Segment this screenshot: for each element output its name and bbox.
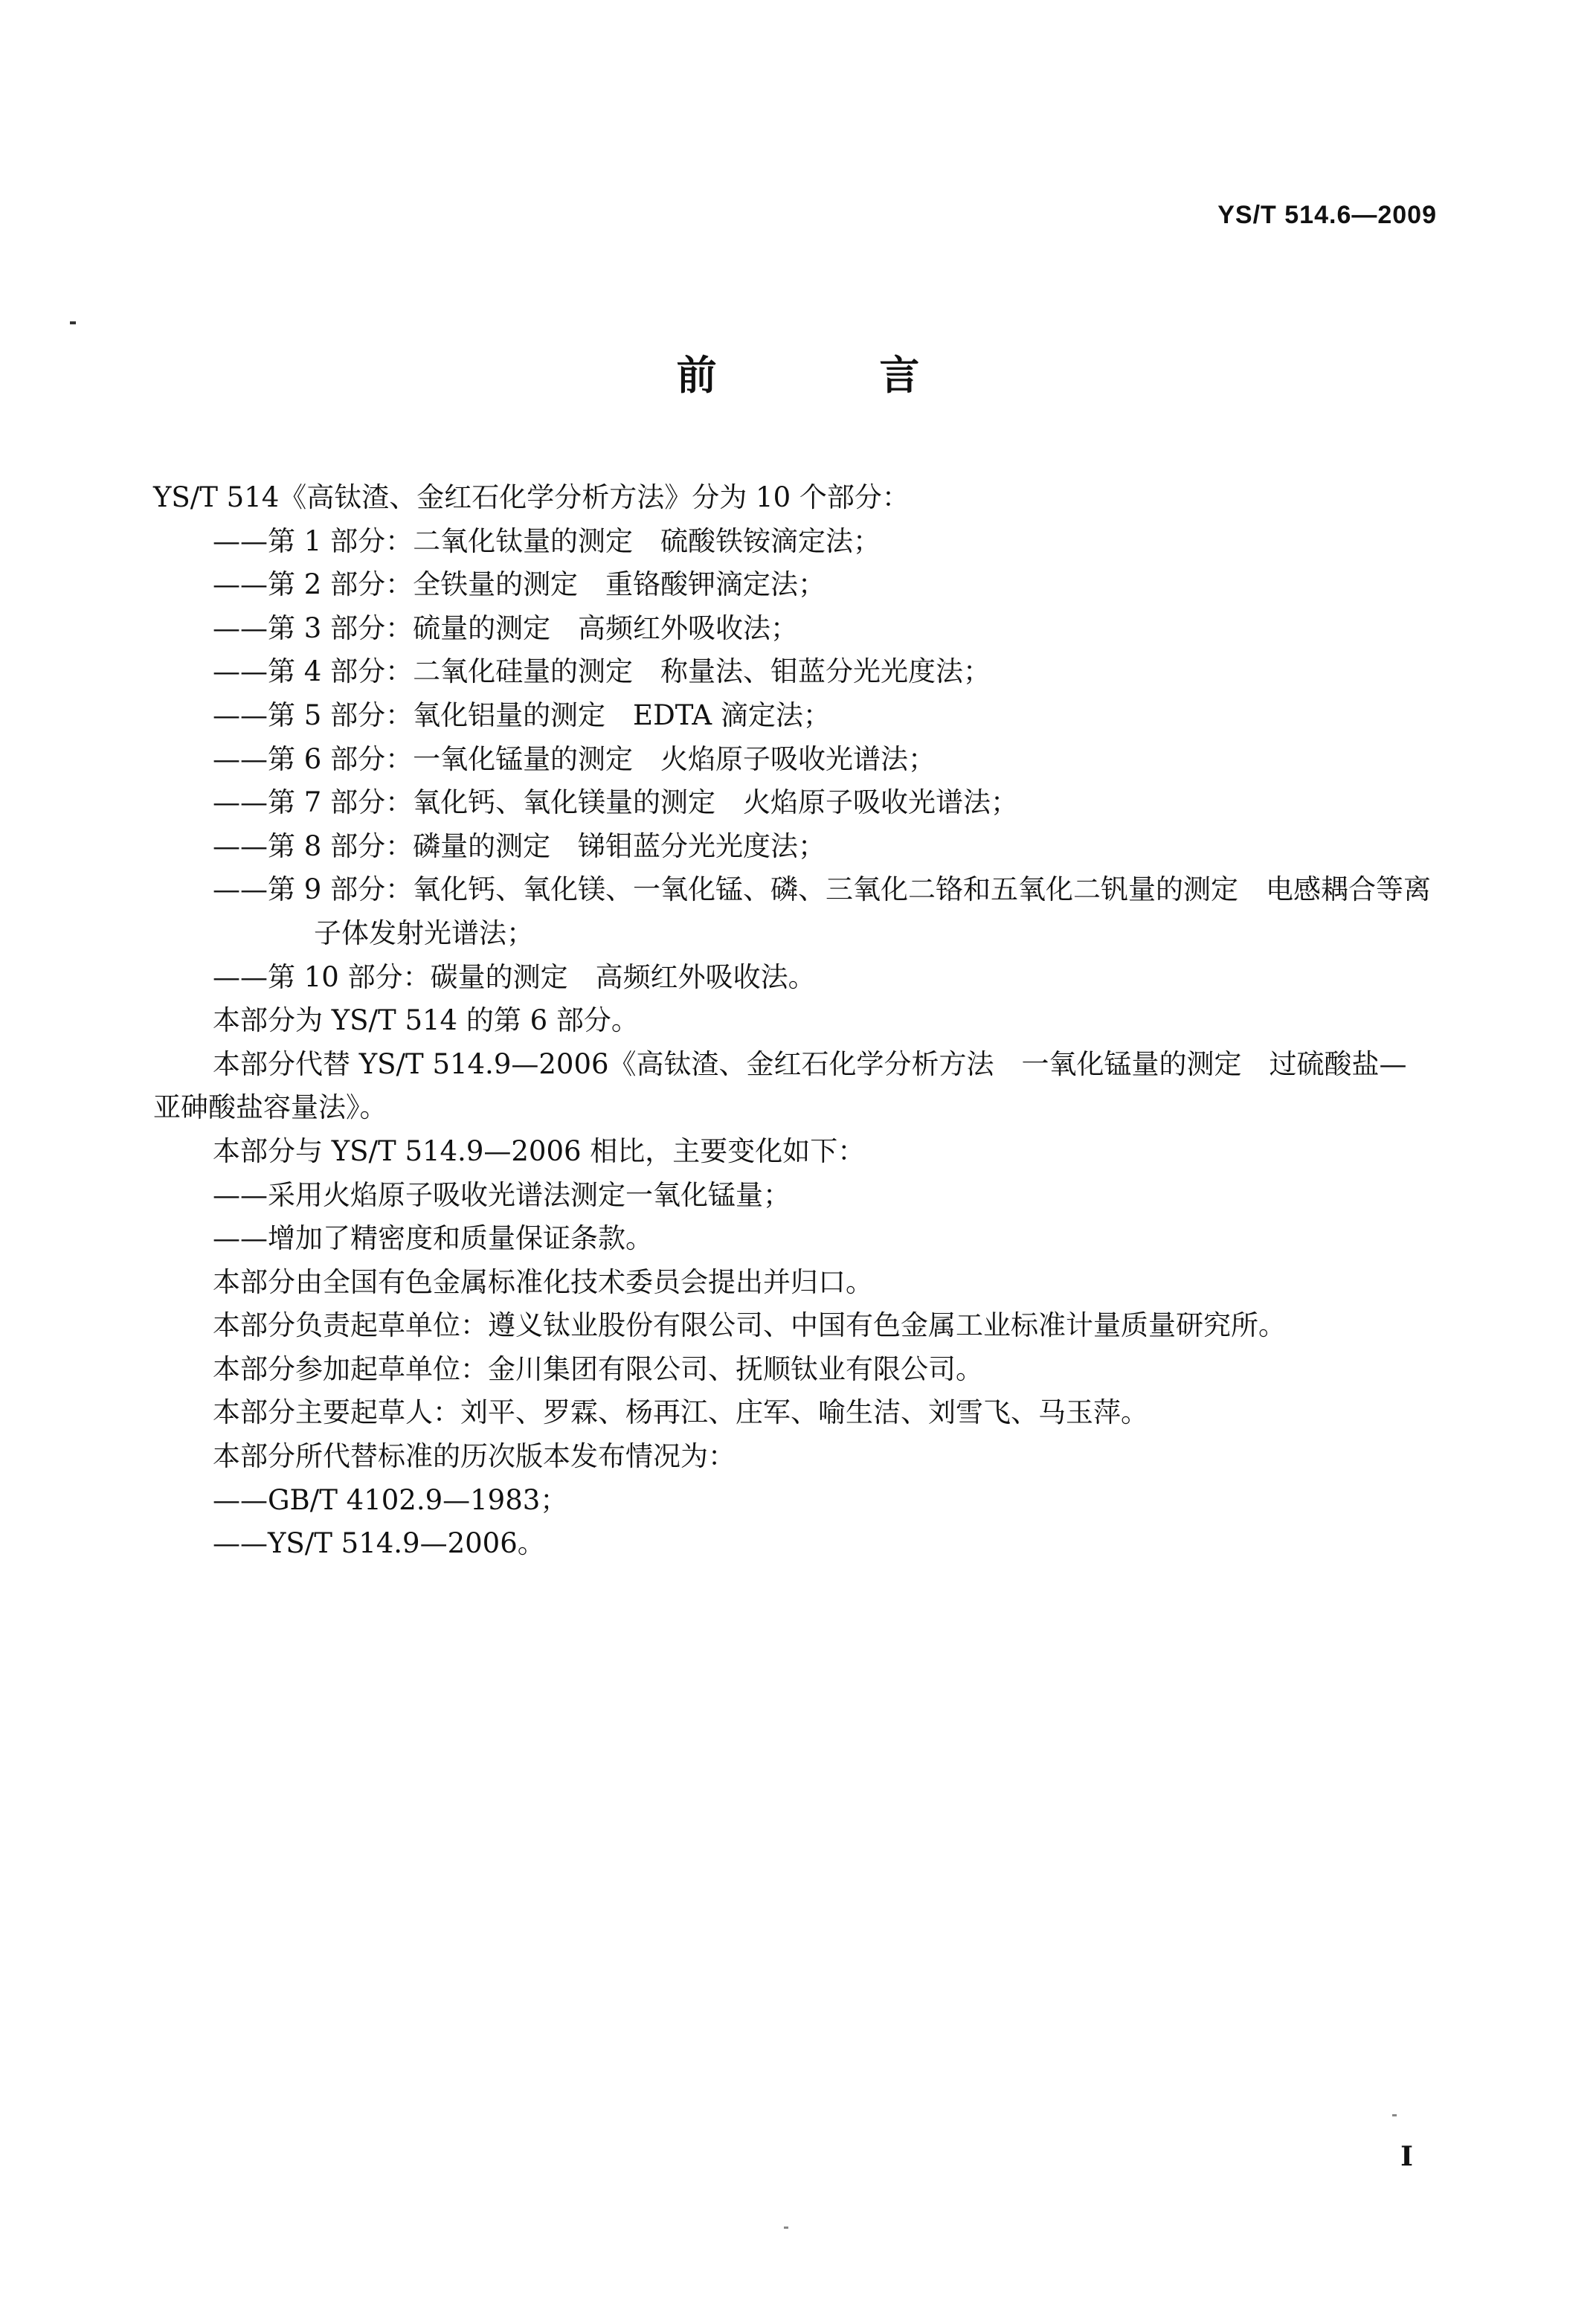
list-item-part-9 [153,868,1447,955]
paragraph-replaces-line-1: 本部分代替 YS/T 514.9—2006《高钛渣、金红石化学分析方法 一氧化锰量的测定 过硫酸盐— [213,1047,1407,1080]
list-item-part-7: ——第 7 部分：氧化钙、氧化镁量的测定 火焰原子吸收光谱法； [213,786,1019,819]
page-number: I [1400,2141,1413,2172]
paragraph-replaces [153,1043,1447,1130]
list-item-part-5: ——第 5 部分：氧化铝量的测定 EDTA 滴定法； [213,699,831,731]
list-item-change-1: ——采用火焰原子吸收光谱法测定一氧化锰量； [213,1178,791,1211]
paragraph-drafters: 本部分主要起草人：刘平、罗霖、杨再江、庄军、喻生洁、刘雪飞、马玉萍。 [213,1396,1148,1429]
list-item-part-1: ——第 1 部分：二氧化钛量的测定 硫酸铁铵滴定法； [213,524,881,557]
scan-speck [1392,2114,1397,2116]
paragraph-this-part: 本部分为 YS/T 514 的第 6 部分。 [213,1004,639,1037]
list-item-history-2: ——YS/T 514.9—2006。 [213,1527,545,1560]
paragraph-proposed-by: 本部分由全国有色金属标准化技术委员会提出并归口。 [213,1265,873,1298]
paragraph-history-intro: 本部分所代替标准的历次版本发布情况为： [213,1440,736,1473]
list-item-part-10: ——第 10 部分：碳量的测定 高频红外吸收法。 [213,960,816,993]
standard-number: YS/T 514.6—2009 [1217,201,1437,229]
paragraph-participating-units: 本部分参加起草单位：金川集团有限公司、抚顺钛业有限公司。 [213,1352,983,1385]
paragraph-drafting-units: 本部分负责起草单位：遵义钛业股份有限公司、中国有色金属工业标准计量质量研究所。 [213,1309,1286,1342]
list-item-part-9-line-1: ——第 9 部分：氧化钙、氧化镁、一氧化锰、磷、三氧化二铬和五氧化二钒量的测定 电感耦合等离 [213,873,1432,906]
paragraph-intro: YS/T 514《高钛渣、金红石化学分析方法》分为 10 个部分： [153,481,910,513]
list-item-change-2: ——增加了精密度和质量保证条款。 [213,1222,653,1255]
list-item-part-3: ——第 3 部分：硫量的测定 高频红外吸收法； [213,611,799,644]
paragraph-replaces-line-2: 亚砷酸盐容量法》。 [153,1091,387,1124]
list-item-part-9-line-2: 子体发射光谱法； [314,916,534,949]
list-item-part-4: ——第 4 部分：二氧化硅量的测定 称量法、钼蓝分光光度法； [213,655,991,688]
page-title: 前 言 [676,352,994,399]
list-item-part-6: ——第 6 部分：一氧化锰量的测定 火焰原子吸收光谱法； [213,742,936,775]
foreword-body [153,476,1447,1566]
scan-speck [70,321,76,324]
list-item-part-8: ——第 8 部分：磷量的测定 锑钼蓝分光光度法； [213,829,826,862]
list-item-history-1: ——GB/T 4102.9—1983； [213,1483,568,1516]
scan-speck [784,2227,788,2229]
paragraph-changes-intro: 本部分与 YS/T 514.9—2006 相比，主要变化如下： [213,1134,866,1167]
list-item-part-2: ——第 2 部分：全铁量的测定 重铬酸钾滴定法； [213,568,826,601]
